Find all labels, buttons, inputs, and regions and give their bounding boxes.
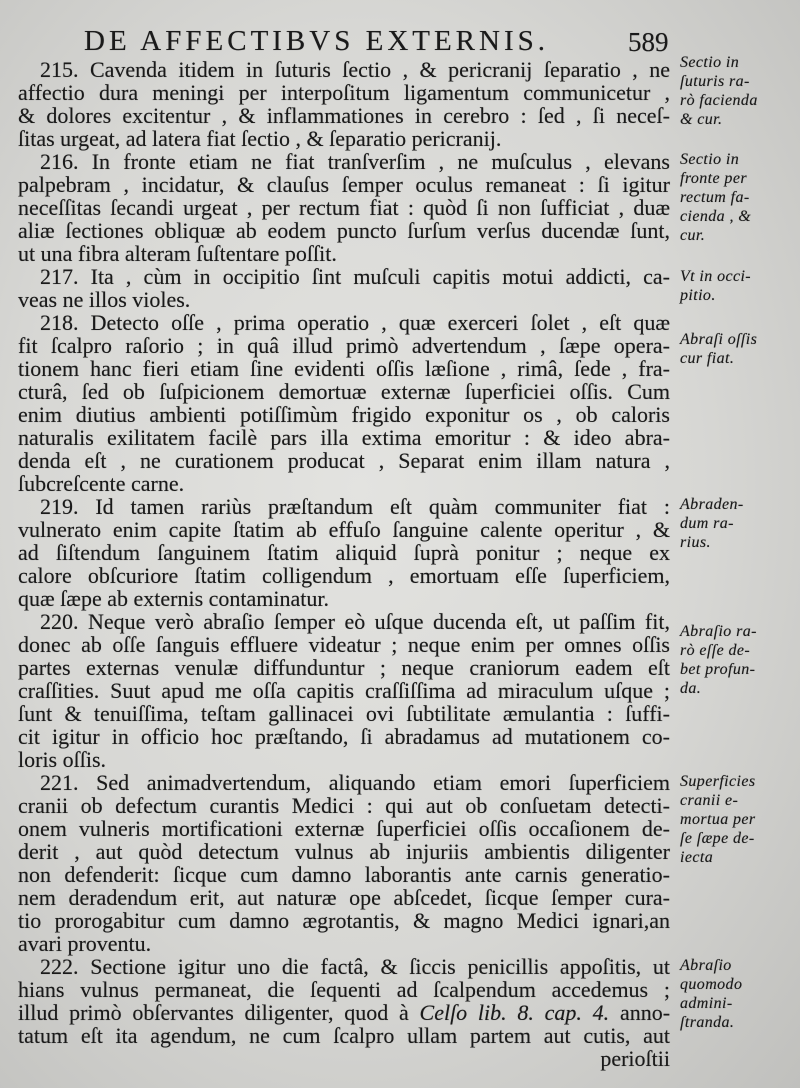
paragraph-218 (18, 311, 670, 495)
margin-note-line: Vt in occi- (680, 268, 752, 285)
text-line: cturâ, ſed ob ſuſpicionem demortuæ externæ ſuperficiei oſſis. Cum (18, 379, 670, 404)
text-line: 220. Neque verò abraſio ſemper eò uſque ducenda eſt, ut paſſim fit, (40, 609, 670, 634)
paragraph-221 (18, 771, 670, 955)
text-segment: illud primò obſervantes diligenter, quod à (18, 1000, 409, 1025)
paragraph-217 (18, 265, 670, 311)
margin-note-219 (680, 495, 798, 552)
text-line: avari proventu. (18, 931, 152, 956)
margin-note-line: Sectio in (680, 151, 740, 168)
margin-note-line: rò eſſe de- (680, 642, 751, 659)
text-line: 218. Detecto oſſe , prima operatio , quæ exerceri ſolet , eſt quæ (40, 310, 670, 335)
margin-note-221 (680, 772, 798, 867)
text-line: donec ab oſſe ſanguis effluere videatur ; neque enim per omnes oſſis (18, 632, 670, 657)
text-line (18, 1001, 670, 1024)
margin-note-line: Abraſio (680, 957, 732, 974)
margin-note-line: iecta (680, 849, 714, 866)
text-line: derit , aut quòd detectum vulnus ab injuriis ambientis diligenter (18, 839, 670, 864)
margin-note-222 (680, 956, 798, 1032)
text-line: veas ne illos violes. (18, 287, 191, 312)
text-line: onem vulneris mortificationi externæ ſuperficiei oſſis occaſionem de- (18, 816, 670, 841)
text-line: cit igitur in officio hoc præſtando, ſi abradamus ad mutationem co- (18, 724, 670, 749)
running-head-title: DE AFFECTIBVS EXTERNIS. (84, 25, 550, 57)
margin-note-line: Abraſi oſſis (680, 331, 758, 348)
margin-note-line: Superficies (680, 773, 756, 790)
catchword: perioſtii (600, 1046, 670, 1071)
text-line: ſunt & tenuiſſima, teſtam gallinacei ovi ſubtilitate æmulantia : ſuffi- (18, 701, 670, 726)
text-line: craſſities. Suut apud me oſſa capitis craſſiſſima ad miraculum uſque ; (18, 678, 670, 703)
margin-note-line: cur. (680, 227, 706, 244)
text-segment: anno- (619, 1000, 671, 1025)
margin-note-line: bet profun- (680, 661, 756, 678)
text-line: denda eſt , ne curationem producat , Separat enim illam natura , (18, 448, 670, 473)
text-line: 216. In fronte etiam ne fiat tranſverſim , ne muſculus , elevans (40, 149, 670, 174)
margin-note-line: Abraſio ra- (680, 623, 757, 640)
margin-note-line: cur fiat. (680, 350, 735, 367)
text-line: ſubcreſcente carne. (18, 471, 185, 496)
text-line: 219. Id tamen rariùs præſtandum eſt quàm communiter fiat : (40, 494, 670, 519)
paragraph-220 (18, 610, 670, 771)
text-line: fit ſcalpro raſorio ; in quâ illud primò advertendum , ſæpe opera- (18, 333, 670, 358)
margin-note-line: & cur. (680, 111, 723, 128)
margin-note-line: fronte per (680, 170, 747, 187)
text-line: & dolores excitentur , & inflammationes in cerebro : ſed , ſi neceſ- (18, 103, 670, 128)
paragraph-222 (18, 955, 670, 1047)
text-line: calore obſcuriore ſtatim colligendum , emortuam eſſe ſuperficiem, (18, 563, 670, 588)
margin-note-line: rectum fa- (680, 189, 750, 206)
text-line: tionem hanc fieri etiam ſine evidenti oſſis læſione , rimâ, ſede , fra- (18, 356, 670, 381)
text-line: ut una fibra alteram ſuſtentare poſſit. (18, 241, 337, 266)
margin-note-line: admini- (680, 995, 733, 1012)
paragraph-216 (18, 150, 670, 265)
text-line: 215. Cavenda itidem in ſuturis ſectio , & pericranij ſeparatio , ne (40, 57, 670, 82)
margin-note-218 (680, 330, 798, 368)
text-line: non defenderit: ſicque cum damno laborantis ante carnis generatio- (18, 862, 670, 887)
text-line: ſitas urgeat, ad latera fiat ſectio , & ſeparatio pericranij. (18, 126, 502, 151)
text-line: 221. Sed animadvertendum, aliquando etiam emori ſuperficiem (40, 770, 670, 795)
margin-note-line: mortua per (680, 811, 756, 828)
text-line: cranii ob defectum curantis Medici : qui aut ob conſuetam detecti- (18, 793, 670, 818)
margin-note-215 (680, 53, 798, 129)
margin-note-line: da. (680, 680, 702, 697)
text-line: aliæ ſectiones obliquæ ab eodem puncto ſurſum verſus ducendæ ſunt, (18, 218, 670, 243)
paragraph-215 (18, 58, 670, 150)
margin-note-216 (680, 150, 798, 245)
paragraph-219 (18, 495, 670, 610)
citation: Celſo lib. 8. cap. 4. (419, 1000, 610, 1025)
margin-note-line: cienda , & (680, 208, 752, 225)
margin-note-line: cranii e- (680, 792, 739, 809)
text-line: loris oſſis. (18, 747, 107, 772)
page-number: 589 (628, 27, 669, 57)
margin-note-line: ſe ſæpe de- (680, 830, 755, 847)
margin-note-line: Abraden- (680, 496, 744, 513)
margin-note-line: ſuturis ra- (680, 73, 750, 90)
margin-note-line: dum ra- (680, 515, 734, 532)
margin-note-line: quomodo (680, 976, 743, 993)
text-line: quæ ſæpe ab externis contaminatur. (18, 586, 329, 611)
main-text-column (18, 58, 670, 1070)
text-line: 222. Sectione igitur uno die factâ, & ſiccis penicillis appoſitis, ut (40, 954, 670, 979)
margin-note-line: pitio. (680, 287, 716, 304)
text-line: tatum eſt ita agendum, ne cum ſcalpro ullam partem aut cutis, aut (18, 1023, 670, 1048)
text-line: palpebram , incidatur, & clauſus ſemper oculus remaneat : ſi igitur (18, 172, 670, 197)
text-line: partes externas venulæ diffunduntur ; neque craniorum eadem eſt (18, 655, 670, 680)
margin-note-line: Sectio in (680, 54, 740, 71)
text-line: enim diutius ambienti potiſſimùm frigido exponitur os , ob caloris (18, 402, 670, 427)
margin-note-220 (680, 622, 798, 698)
margin-note-line: rius. (680, 534, 711, 551)
text-line: hians vulnus permaneat, die ſequenti ad ſcalpendum accedemus ; (18, 977, 670, 1002)
text-line: tio prorogabitur cum damno ægrotantis, & magno Medici ignari,an (18, 908, 670, 933)
text-line: affectio dura meningi per interpoſitum ligamentum communicetur , (18, 80, 670, 105)
margin-note-line: ſtranda. (680, 1014, 735, 1031)
text-line: vulnerato enim capite ſtatim ab effuſo ſanguine calente operitur , & (18, 517, 670, 542)
text-line: neceſſitas ſecandi urgeat , per rectum fiat : quòd ſi non ſufficiat , duæ (18, 195, 670, 220)
text-line: 217. Ita , cùm in occipitio ſint muſculi capitis motui addicti, ca- (40, 264, 670, 289)
text-line: naturalis exilitatem facilè pars illa extima emoritur : & ideo abra- (18, 425, 670, 450)
margin-note-217 (680, 267, 798, 305)
margin-note-line: rò facienda (680, 92, 758, 109)
text-line: ad ſiſtendum ſanguinem ſtatim aliquid ſuprà ponitur ; neque ex (18, 540, 670, 565)
text-line: nem deradendum erit, aut naturæ ope abſcedet, ſicque ſemper cura- (18, 885, 670, 910)
